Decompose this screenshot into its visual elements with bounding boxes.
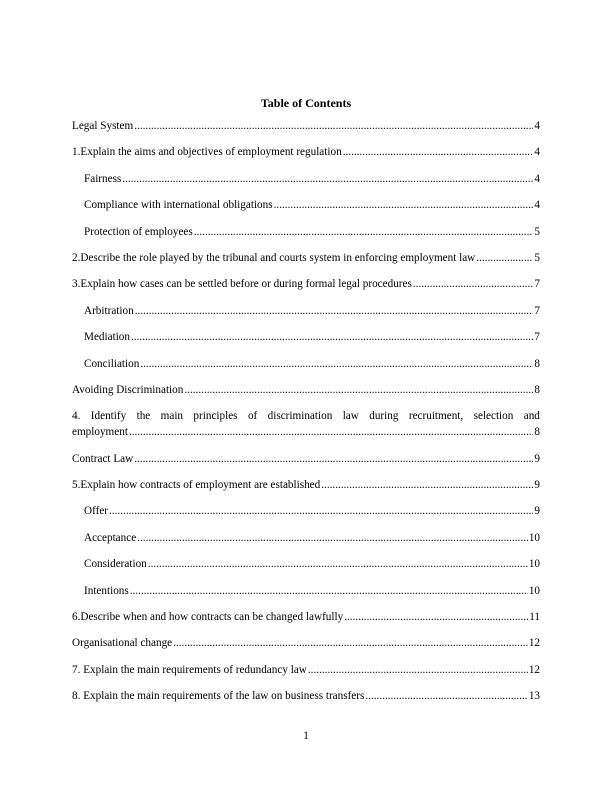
toc-entry-page: 8 — [534, 357, 540, 370]
toc-entry[interactable] — [72, 144, 540, 160]
toc-entry[interactable] — [72, 118, 540, 134]
toc-entry-label: Explain how cases can be settled before or during formal legal procedures — [80, 278, 412, 291]
toc-entry[interactable] — [72, 250, 540, 266]
toc-entry-label: Consideration — [84, 558, 147, 571]
toc-dot-leader — [140, 356, 533, 372]
table-of-contents — [72, 118, 540, 715]
toc-entry-label: 7. Explain the main requirements of redundancy law — [72, 663, 307, 676]
toc-entry-page: 10 — [528, 531, 540, 544]
toc-dot-leader — [148, 556, 528, 572]
toc-dot-leader — [109, 503, 533, 519]
toc-entry[interactable] — [72, 197, 540, 213]
toc-entry-page: 4 — [534, 199, 540, 212]
toc-entry-page: 9 — [534, 505, 540, 518]
toc-entry-label: Describe when and how contracts can be changed lawfully — [80, 611, 344, 624]
toc-entry-word: and — [523, 410, 540, 423]
toc-entry-page: 9 — [534, 452, 540, 465]
toc-entry-page: 8 — [534, 426, 540, 439]
toc-entry-number: 6. — [72, 611, 81, 624]
toc-entry-label: employment — [72, 426, 128, 439]
toc-entry-label: Protection of employees — [84, 225, 193, 238]
toc-entry-page: 10 — [528, 584, 540, 597]
toc-entry-word: Identify — [90, 410, 127, 423]
toc-entry-label: Acceptance — [84, 531, 137, 544]
toc-dot-leader — [135, 303, 534, 319]
toc-entry[interactable] — [72, 329, 540, 345]
toc-entry[interactable] — [72, 224, 540, 240]
toc-entry-label: Explain the aims and objectives of employment regulation — [80, 146, 342, 159]
toc-entry-page: 12 — [528, 663, 540, 676]
toc-entry-label: Explain how contracts of employment are established — [80, 479, 321, 492]
toc-entry[interactable] — [72, 530, 540, 546]
toc-entry[interactable] — [72, 609, 540, 625]
toc-dot-leader — [134, 451, 533, 467]
toc-entry-label: Describe the role played by the tribunal and courts system in enforcing employment law — [80, 251, 476, 264]
toc-entry-page: 5 — [534, 225, 540, 238]
toc-entry[interactable] — [72, 635, 540, 651]
toc-dot-leader — [184, 382, 533, 398]
toc-dot-leader — [137, 530, 528, 546]
toc-entry-number: 3. — [72, 278, 81, 291]
toc-entry-label: Avoiding Discrimination — [72, 383, 184, 396]
toc-entry-word: discrimination — [267, 410, 333, 423]
toc-dot-leader — [173, 635, 528, 651]
toc-entry-page: 9 — [534, 479, 540, 492]
toc-entry-wrapped[interactable] — [72, 408, 540, 440]
toc-entry-label: Legal System — [72, 120, 134, 132]
toc-entry[interactable] — [72, 382, 540, 398]
toc-entry[interactable] — [72, 583, 540, 599]
toc-entry[interactable] — [72, 276, 540, 292]
toc-dot-leader — [274, 197, 534, 213]
toc-entry-number: 2. — [72, 251, 81, 264]
toc-entry-page: 13 — [528, 690, 540, 703]
toc-entry-word: during — [369, 410, 399, 423]
toc-dot-leader — [343, 144, 534, 160]
toc-entry-label: Organisational change — [72, 637, 173, 650]
toc-dot-leader — [194, 224, 534, 240]
toc-dot-leader — [476, 250, 533, 266]
toc-entry-page: 10 — [528, 558, 540, 571]
toc-dot-leader — [134, 118, 533, 134]
toc-entry[interactable] — [72, 303, 540, 319]
toc-dot-leader — [308, 662, 528, 678]
toc-entry[interactable] — [72, 451, 540, 467]
toc-entry-number: 1. — [72, 146, 81, 159]
toc-entry[interactable] — [72, 662, 540, 678]
toc-dot-leader — [321, 477, 533, 493]
toc-entry-word: principles — [193, 410, 238, 423]
toc-entry-label: 8. Explain the main requirements of the law on business transfers — [72, 690, 365, 703]
toc-entry-label: Fairness — [84, 172, 122, 185]
toc-entry-word: of — [247, 410, 258, 423]
toc-dot-leader — [129, 424, 533, 440]
toc-entry-label: Compliance with international obligations — [84, 199, 273, 212]
toc-entry-label: Offer — [84, 505, 109, 518]
toc-entry-page: 8 — [534, 383, 540, 396]
toc-entry[interactable] — [72, 477, 540, 493]
toc-entry-label: Intentions — [84, 584, 129, 597]
toc-entry[interactable] — [72, 503, 540, 519]
toc-entry[interactable] — [72, 688, 540, 704]
toc-entry-page: 12 — [528, 637, 540, 650]
toc-dot-leader — [413, 276, 534, 292]
toc-entry-page: 4 — [534, 172, 540, 185]
toc-entry-word: 4. — [72, 410, 81, 423]
toc-entry[interactable] — [72, 556, 540, 572]
toc-entry-page: 4 — [534, 120, 540, 132]
toc-entry-label: Mediation — [84, 331, 130, 344]
toc-entry-word: recruitment, — [408, 410, 464, 423]
toc-entry-word: selection — [473, 410, 514, 423]
toc-entry-label: Contract Law — [72, 452, 134, 465]
toc-entry-page: 11 — [529, 611, 540, 624]
toc-entry-word: main — [160, 410, 184, 423]
toc-entry-page: 5 — [534, 251, 540, 264]
toc-entry-page: 7 — [534, 304, 540, 317]
toc-dot-leader — [130, 583, 528, 599]
toc-dot-leader — [122, 171, 533, 187]
toc-dot-leader — [365, 688, 527, 704]
toc-title: Table of Contents — [260, 96, 352, 110]
toc-entry-page: 7 — [534, 278, 540, 291]
toc-entry-word: law — [342, 410, 359, 423]
toc-entry[interactable] — [72, 356, 540, 372]
toc-entry-number: 5. — [72, 479, 81, 492]
toc-entry-label: Arbitration — [84, 304, 134, 317]
toc-entry-page: 7 — [534, 331, 540, 344]
toc-entry-word: the — [136, 410, 151, 423]
toc-dot-leader — [344, 609, 528, 625]
toc-entry-label: Conciliation — [84, 357, 140, 370]
page-number: 1 — [303, 730, 309, 742]
toc-dot-leader — [131, 329, 533, 345]
toc-entry[interactable] — [72, 171, 540, 187]
toc-entry-page: 4 — [534, 146, 540, 159]
